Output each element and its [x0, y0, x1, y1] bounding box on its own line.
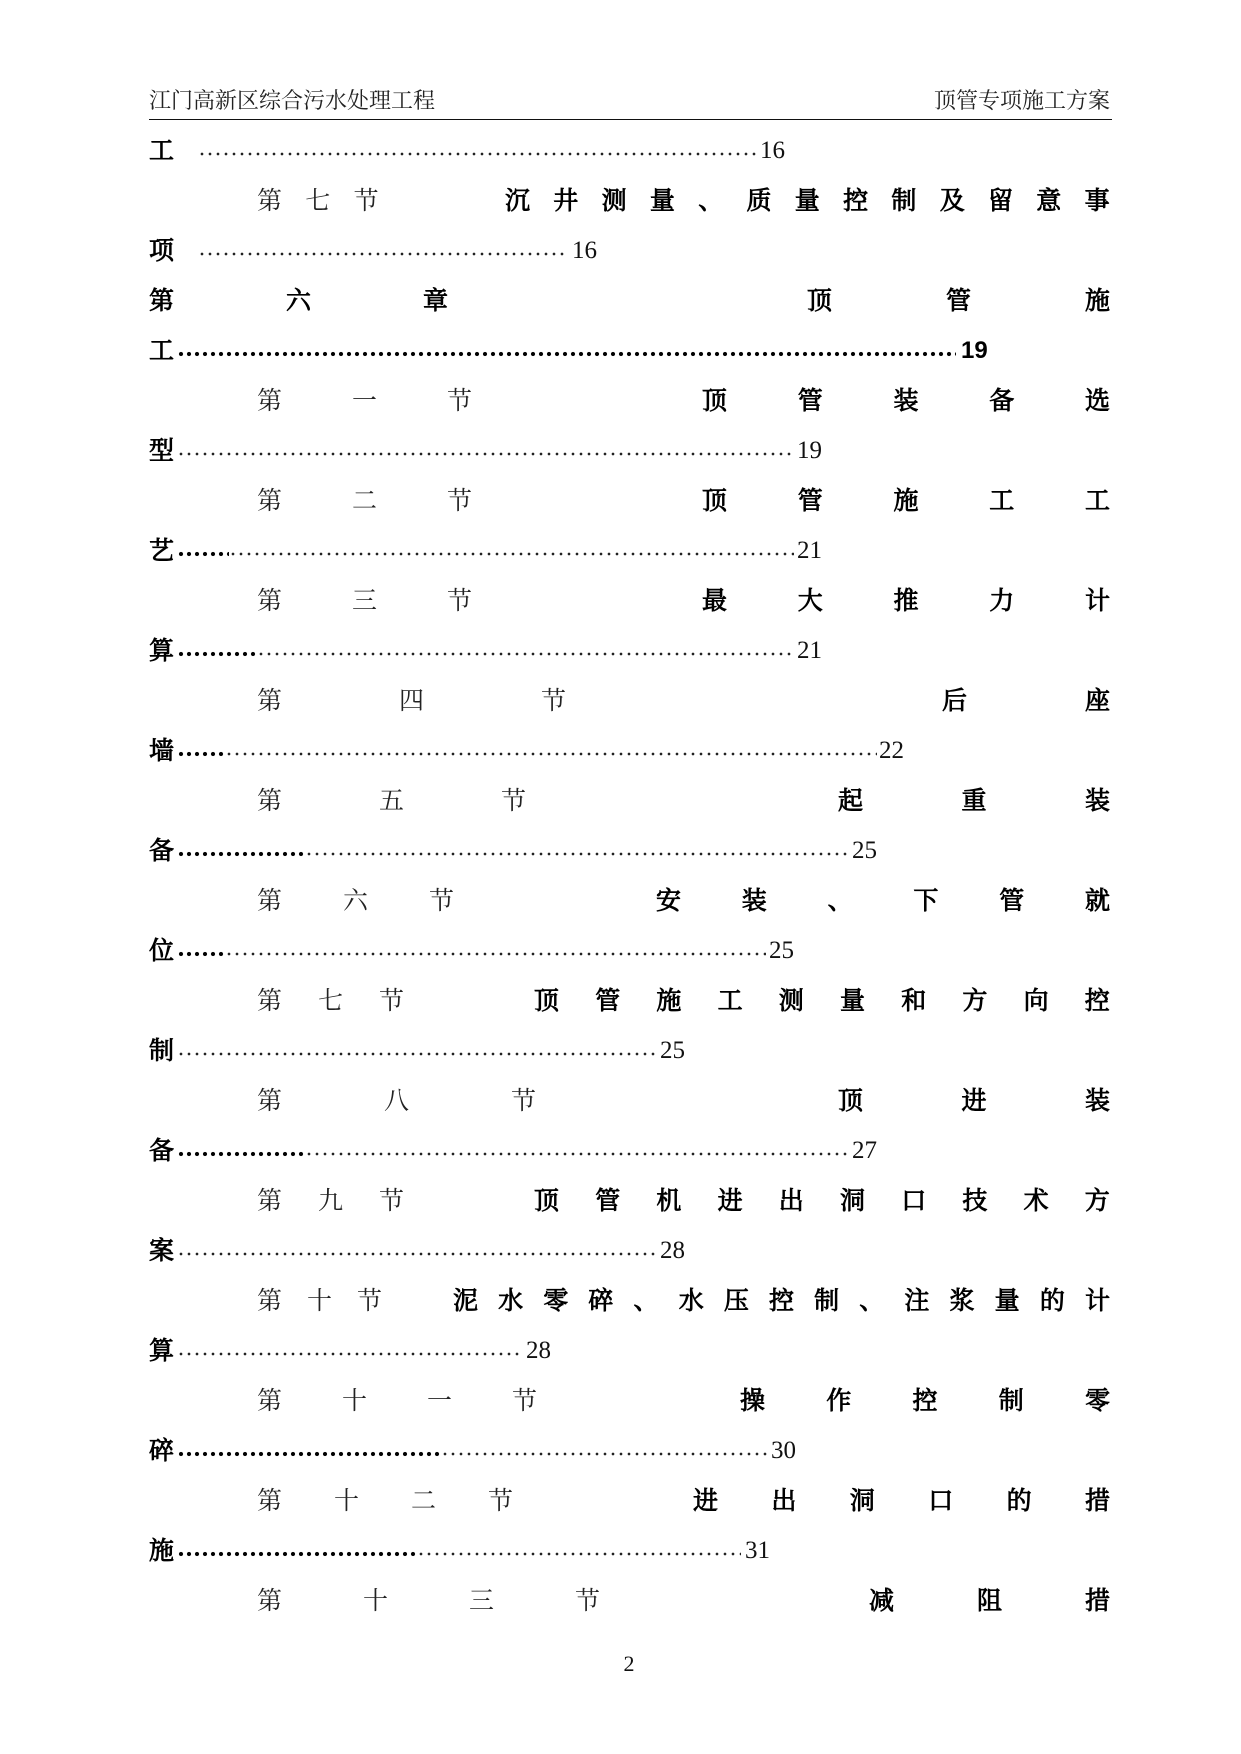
dot-leader	[257, 651, 794, 657]
toc-title-end: 算	[149, 1336, 175, 1365]
toc-entry	[0, 786, 1241, 816]
dot-leader-bold	[177, 951, 225, 957]
toc-page-number: 31	[745, 1537, 770, 1564]
toc-section-label: 第七节	[257, 986, 441, 1015]
dot-leader	[177, 1251, 657, 1257]
dot-leader	[198, 151, 758, 157]
toc-title-end: 项	[149, 236, 175, 265]
toc-title-end: 施	[149, 1536, 175, 1565]
toc-section-label: 第十二节	[257, 1486, 566, 1515]
toc-section-title: 最大推力计	[702, 586, 1181, 615]
toc-section-label: 第十一节	[257, 1386, 598, 1415]
dot-leader-bold	[177, 1551, 417, 1557]
toc-entry-continuation	[0, 1136, 1241, 1166]
toc-page-number: 16	[760, 137, 785, 164]
toc-entry	[0, 1086, 1241, 1116]
toc-entry-continuation	[0, 1336, 1241, 1366]
toc-entry	[0, 986, 1241, 1016]
toc-entry-continuation	[0, 1536, 1241, 1566]
toc-section-label: 第八节	[257, 1086, 639, 1115]
toc-page-number: 28	[660, 1237, 685, 1264]
toc-title-end: 算	[149, 636, 175, 665]
toc-entry-continuation	[0, 836, 1241, 866]
toc-title-end: 碎	[149, 1436, 175, 1465]
toc-title-end: 备	[149, 836, 175, 865]
toc-page-number: 19	[961, 337, 988, 364]
toc-section-title: 沉井测量、质量控制及留意事	[505, 186, 1133, 215]
dot-leader-bold	[177, 1151, 305, 1157]
dot-leader	[305, 851, 850, 857]
toc-entry	[0, 686, 1241, 716]
toc-entry-continuation	[0, 336, 1241, 366]
toc-page-number: 21	[797, 637, 822, 664]
dot-leader-bold	[177, 651, 257, 657]
toc-entry	[0, 886, 1241, 916]
toc-section-label: 第三节	[257, 586, 543, 615]
toc-entry	[0, 1586, 1241, 1616]
toc-section-title: 进出洞口的措	[693, 1486, 1164, 1515]
toc-section-label: 第十节	[257, 1286, 408, 1315]
toc-section-label: 第七节	[257, 186, 402, 215]
dot-leader	[225, 951, 766, 957]
toc-title-end: 工	[149, 336, 175, 365]
dot-leader	[417, 1551, 741, 1557]
toc-entry-continuation	[0, 1436, 1241, 1466]
toc-entry-continuation	[0, 536, 1241, 566]
toc-section-title: 操作控制零	[740, 1386, 1172, 1415]
dot-leader	[225, 751, 877, 757]
dot-leader	[177, 1051, 657, 1057]
toc-section-label: 第十三节	[257, 1586, 682, 1615]
dot-leader	[177, 451, 794, 457]
toc-title-end: 制	[149, 1036, 175, 1065]
toc-chapter-entry	[0, 286, 1241, 316]
toc-section-title: 减阻措	[869, 1586, 1194, 1615]
toc-title-end: 型	[149, 436, 175, 465]
toc-section-title: 顶进装	[838, 1086, 1209, 1115]
toc-page-number: 28	[526, 1337, 551, 1364]
toc-section-label: 第一节	[257, 386, 543, 415]
header-document-title: 顶管专项施工方案	[933, 89, 1110, 114]
toc-title-end: 备	[149, 1136, 175, 1165]
toc-page-number: 30	[771, 1437, 796, 1464]
toc-entry-continuation	[0, 1036, 1241, 1066]
toc-page-number: 21	[797, 537, 822, 564]
toc-page-number: 27	[852, 1137, 877, 1164]
toc-entry	[0, 1486, 1241, 1516]
toc-section-label: 第六节	[257, 886, 516, 915]
toc-entry-continuation	[0, 436, 1241, 466]
dot-leader-bold	[177, 1451, 441, 1457]
toc-chapter-label: 第六章	[149, 286, 561, 315]
toc-entry	[0, 1386, 1241, 1416]
toc-section-title: 后座	[942, 686, 1229, 715]
toc-section-title: 泥水零碎、水压控制、注浆量的计	[453, 1286, 1131, 1315]
toc-page-number: 25	[769, 937, 794, 964]
toc-entry-continuation	[0, 1236, 1241, 1266]
toc-section-label: 第九节	[257, 1186, 441, 1215]
dot-leader	[229, 551, 794, 557]
toc-section-title: 安装、下管就	[656, 886, 1171, 915]
toc-section-label: 第五节	[257, 786, 624, 815]
toc-entry	[0, 186, 1241, 216]
toc-page-number: 25	[660, 1037, 685, 1064]
toc-section-title: 顶管施工测量和方向控	[534, 986, 1147, 1015]
toc-entry	[0, 1286, 1241, 1316]
toc-page-number: 25	[852, 837, 877, 864]
header-project-name: 江门高新区综合污水处理工程	[149, 89, 436, 114]
toc-title-end: 位	[149, 936, 175, 965]
toc-entry-continuation	[0, 936, 1241, 966]
toc-entry	[0, 1186, 1241, 1216]
toc-page-number: 22	[879, 737, 904, 764]
dot-leader	[177, 1351, 523, 1357]
dot-leader-bold	[177, 551, 229, 557]
toc-page-number: 16	[572, 237, 597, 264]
dot-leader	[305, 1151, 850, 1157]
toc-section-title: 顶管机进出洞口技术方	[534, 1186, 1147, 1215]
toc-section-title: 起重装	[838, 786, 1209, 815]
toc-entry-continuation	[0, 236, 1241, 266]
toc-entry-continuation	[0, 136, 1241, 166]
toc-title-end: 墙	[149, 736, 175, 765]
header-rule	[149, 119, 1112, 120]
toc-entry-continuation	[0, 736, 1241, 766]
page-number: 2	[623, 1651, 635, 1676]
dot-leader	[177, 351, 956, 357]
toc-title-end: 工	[149, 136, 175, 165]
toc-section-label: 第二节	[257, 486, 543, 515]
toc-entry	[0, 586, 1241, 616]
toc-chapter-title: 顶管施	[807, 286, 1225, 315]
dot-leader-bold	[177, 751, 225, 757]
toc-section-label: 第四节	[257, 686, 684, 715]
dot-leader	[441, 1451, 769, 1457]
dot-leader-bold	[177, 851, 305, 857]
toc-page-number: 19	[797, 437, 822, 464]
toc-title-end: 案	[149, 1236, 175, 1265]
toc-title-end: 艺	[149, 536, 175, 565]
toc-entry	[0, 386, 1241, 416]
toc-entry	[0, 486, 1241, 516]
dot-leader	[198, 251, 568, 257]
toc-entry-continuation	[0, 636, 1241, 666]
toc-section-title: 顶管施工工	[702, 486, 1181, 515]
toc-section-title: 顶管装备选	[702, 386, 1181, 415]
